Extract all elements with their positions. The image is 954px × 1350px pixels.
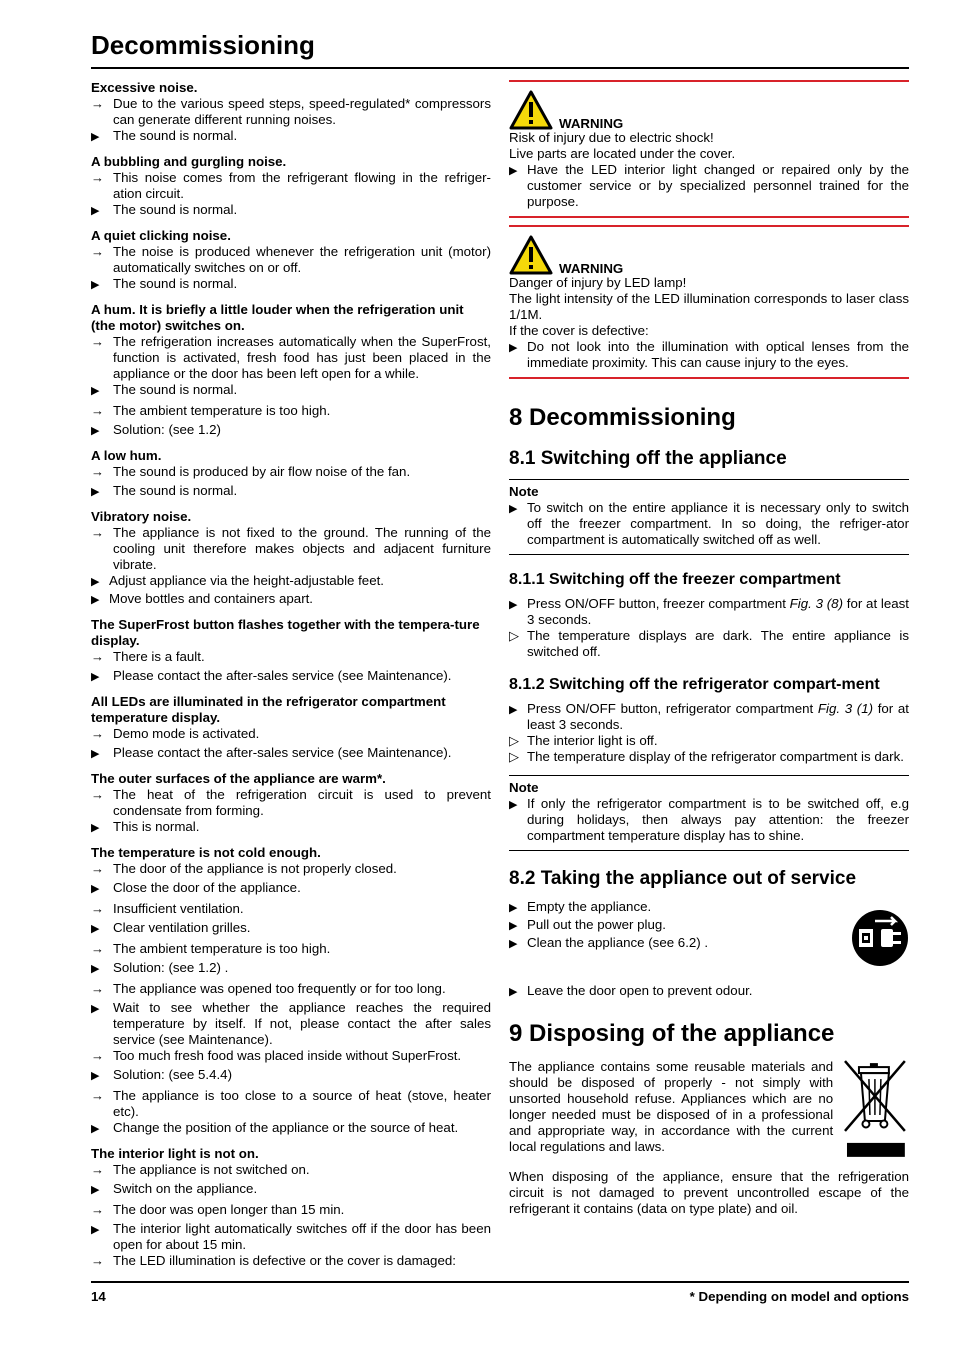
out-of-service-list (509, 899, 909, 1001)
section-8-2-heading: 8.2 Taking the appliance out of service (509, 868, 857, 889)
action-triangle-icon: ▶ (509, 902, 518, 914)
arrow-icon: → (91, 403, 104, 418)
page-number: 14 (91, 1289, 106, 1304)
action-triangle-icon: ▶ (91, 1070, 100, 1082)
warning-box-led-lamp (509, 225, 909, 379)
list-item: ▶ Switch on the appliance. (91, 1181, 491, 1199)
section-8-1-1-heading: 8.1.1 Switching off the freezer compartment (509, 571, 841, 588)
footer-note: * Depending on model and options (689, 1289, 909, 1304)
disposal-block (509, 1059, 909, 1157)
list-item: ▶ Please contact the after-sales service (see Maintenance). (91, 668, 491, 686)
heading-outer-surfaces-warm: The outer surfaces of the appliance are warm*. (91, 771, 386, 786)
list-item: ▶ The sound is normal. (91, 483, 491, 501)
list-item: ▶ The sound is normal. (91, 202, 491, 220)
weee-crossed-bin-icon (841, 1053, 909, 1157)
section-9-heading: 9 Disposing of the appliance (509, 1020, 835, 1047)
action-triangle-icon: ▶ (91, 963, 100, 975)
list-item: ▷ The temperature display of the refrigerator compartment is dark. (509, 749, 904, 764)
arrow-icon: → (91, 861, 104, 876)
note-box (509, 479, 909, 555)
list-item: ▶ Clear ventilation grilles. (91, 920, 491, 938)
note-label: Note (509, 780, 539, 795)
action-triangle-icon: ▶ (91, 205, 100, 217)
arrow-icon: → (91, 1162, 104, 1177)
note-label: Note (509, 484, 539, 499)
heading-bubbling-noise: A bubbling and gurgling noise. (91, 154, 287, 169)
warning-text: If the cover is defective: (509, 323, 649, 338)
list-item: ▶ Press ON/OFF button, freezer compartment Fig. 3 (8) for at least 3 seconds. (509, 596, 909, 627)
result-triangle-icon: ▷ (509, 749, 519, 764)
list-item: → The door of the appliance is not properly closed. (91, 861, 397, 876)
figure-reference: Fig. 3 (1) (817, 701, 874, 716)
note-box (509, 775, 909, 851)
action-triangle-icon: ▶ (91, 385, 100, 397)
list-item: ▶ The sound is normal. (91, 276, 491, 294)
list-item: → The ambient temperature is too high. (91, 941, 331, 956)
heading-hum: A hum. It is briefly a little louder when the refrigeration unit (the motor) switches on. (91, 302, 464, 333)
arrow-icon: → (91, 96, 104, 111)
list-item: ▶ Change the position of the appliance or the source of heat. (91, 1120, 491, 1138)
heading-low-hum: A low hum. (91, 448, 162, 463)
action-triangle-icon: ▶ (509, 503, 518, 515)
action-triangle-icon: ▶ (91, 1224, 100, 1236)
action-triangle-icon: ▶ (91, 594, 100, 606)
list-item: ▶ To switch on the entire appliance it is necessary only to switch off the freezer compartment. In so doing, the refriger-ator compartment is automatically switched off as well. (509, 500, 909, 547)
list-item: ▷ The interior light is off. (509, 733, 658, 748)
arrow-icon: → (91, 981, 104, 996)
action-triangle-icon: ▶ (91, 131, 100, 143)
list-item: ▶ This is normal. (91, 819, 491, 837)
warning-label: WARNING (559, 116, 624, 131)
list-item: → Due to the various speed steps, speed-regulated* compressors can generate different running noises. (91, 96, 491, 127)
arrow-icon: → (91, 649, 104, 664)
action-triangle-icon: ▶ (91, 1123, 100, 1135)
list-item: → The door was open longer than 15 min. (91, 1202, 345, 1217)
list-item: ▶ Solution: (see 1.2) . (91, 960, 491, 978)
list-item: ▶ Adjust appliance via the height-adjustable feet. (91, 573, 491, 591)
list-item: ▶ The sound is normal. (91, 128, 491, 146)
heading-vibratory-noise: Vibratory noise. (91, 509, 192, 524)
list-item: ▶ Press ON/OFF button, refrigerator compartment Fig. 3 (1) for at least 3 seconds. (509, 701, 910, 732)
section-8-1-2-heading: 8.1.2 Switching off the refrigerator compart-ment (509, 676, 880, 693)
list-item: → The heat of the refrigeration circuit is used to prevent condensate from forming. (91, 787, 491, 818)
list-item: ▶ If only the refrigerator compartment is to be switched off, e.g during holidays, then always pay attention: the freezer compartment temperature display has to shine. (509, 796, 909, 843)
heading-clicking-noise: A quiet clicking noise. (91, 228, 231, 243)
list-item: → The LED illumination is defective or the cover is damaged: (91, 1253, 456, 1268)
arrow-icon: → (91, 1088, 104, 1103)
heading-excessive-noise: Excessive noise. (91, 80, 198, 95)
action-triangle-icon: ▶ (91, 1184, 100, 1196)
heading-superfrost-flashes: The SuperFrost button flashes together with the tempera-ture display. (91, 617, 480, 648)
warning-triangle-icon (509, 235, 553, 275)
left-column (91, 80, 491, 1269)
list-item: → The ambient temperature is too high. (91, 403, 331, 418)
action-triangle-icon: ▶ (91, 923, 100, 935)
arrow-icon: → (91, 464, 104, 479)
warning-text: The light intensity of the LED illumination corresponds to laser class 1/1M. (509, 291, 909, 322)
page-title: Decommissioning (91, 30, 315, 60)
section-8-heading: 8 Decommissioning (509, 404, 736, 431)
list-item: ▶ Empty the appliance. (509, 899, 829, 917)
arrow-icon: → (91, 1253, 104, 1268)
action-triangle-icon: ▶ (509, 986, 518, 998)
unplug-power-icon (851, 909, 909, 967)
list-item: → The appliance was opened too frequently or for too long. (91, 981, 446, 996)
heading-not-cold-enough: The temperature is not cold enough. (91, 845, 321, 860)
list-item: ▶ Solution: (see 5.4.4) (91, 1067, 491, 1085)
arrow-icon: → (91, 1048, 104, 1063)
action-triangle-icon: ▶ (91, 671, 100, 683)
list-item: → Insufficient ventilation. (91, 901, 244, 916)
action-triangle-icon: ▶ (91, 279, 100, 291)
list-item: ▶ Please contact the after-sales service (see Maintenance). (91, 745, 491, 763)
action-triangle-icon: ▶ (509, 165, 518, 177)
figure-reference: Fig. 3 (8) (789, 596, 844, 611)
list-item: ▶ Close the door of the appliance. (91, 880, 491, 898)
section-8-1-heading: 8.1 Switching off the appliance (509, 448, 787, 469)
list-item: ▶ The sound is normal. (91, 382, 491, 400)
list-item: ▶ Solution: (see 1.2) (91, 422, 491, 440)
list-item: ▶ Wait to see whether the appliance reaches the required temperature by itself. If not, please contact the after sales service (see Maintenance). (91, 1000, 491, 1047)
action-triangle-icon: ▶ (91, 425, 100, 437)
arrow-icon: → (91, 941, 104, 956)
warning-box-electric-shock (509, 80, 909, 218)
page-footer (91, 1281, 909, 1304)
action-triangle-icon: ▶ (91, 486, 100, 498)
arrow-icon: → (91, 334, 104, 349)
list-item: → This noise comes from the refrigerant flowing in the refriger-ation circuit. (91, 170, 491, 201)
result-triangle-icon: ▷ (509, 733, 519, 748)
list-item: → The noise is produced whenever the refrigeration unit (motor) automatically switches on or off. (91, 244, 491, 275)
list-item: → The sound is produced by air flow noise of the fan. (91, 464, 411, 479)
list-item: → There is a fault. (91, 649, 205, 664)
arrow-icon: → (91, 901, 104, 916)
arrow-icon: → (91, 525, 104, 540)
heading-interior-light: The interior light is not on. (91, 1146, 259, 1161)
list-item: ▷ The temperature displays are dark. The entire appliance is switched off. (509, 628, 909, 659)
disposal-paragraph: The appliance contains some reusable materials and should be disposed of properly - not simply with unsorted household refuse. Appliances which are no longer needed must be disposed of in a professional and appropriate way, in accordance with the current local regulations and laws. (509, 1059, 834, 1154)
result-triangle-icon: ▷ (509, 628, 519, 643)
warning-text: Danger of injury by LED lamp! (509, 275, 687, 290)
page-header (91, 28, 909, 69)
warning-text: Live parts are located under the cover. (509, 146, 736, 161)
action-triangle-icon: ▶ (91, 883, 100, 895)
list-item: ▶ The interior light automatically switches off if the door has been open for about 15 min. (91, 1221, 491, 1252)
right-column (509, 80, 909, 1217)
arrow-icon: → (91, 787, 104, 802)
list-item: ▶ Leave the door open to prevent odour. (509, 983, 829, 1001)
action-triangle-icon: ▶ (509, 799, 518, 811)
warning-label: WARNING (559, 261, 624, 276)
list-item: ▶ Do not look into the illumination with optical lenses from the immediate proximity. This can cause injury to the eyes. (509, 339, 909, 370)
action-triangle-icon: ▶ (91, 822, 100, 834)
arrow-icon: → (91, 170, 104, 185)
list-item: ▶ Clean the appliance (see 6.2) . (509, 935, 829, 953)
footer-rule (91, 1281, 909, 1283)
list-item: ▶ Pull out the power plug. (509, 917, 829, 935)
warning-text: Risk of injury due to electric shock! (509, 130, 714, 145)
heading-all-leds: All LEDs are illuminated in the refrigerator compartment temperature display. (91, 694, 446, 725)
action-triangle-icon: ▶ (91, 748, 100, 760)
list-item: → The refrigeration increases automatically when the SuperFrost, function is activated, fresh food has just been placed in the appliance or the door has been left open for a while. (91, 334, 491, 381)
list-item: → The appliance is too close to a source of heat (stove, heater etc). (91, 1088, 491, 1119)
disposal-paragraph: When disposing of the appliance, ensure that the refrigeration circuit is not damaged to prevent uncontrolled escape of the refrigerant it contains (data on type plate) and oil. (509, 1169, 909, 1216)
action-triangle-icon: ▶ (509, 704, 518, 716)
list-item: ▶ Move bottles and containers apart. (91, 591, 491, 609)
list-item: → The appliance is not fixed to the ground. The running of the cooling unit therefore makes objects and adjacent furniture vibrate. (91, 525, 491, 572)
warning-triangle-icon (509, 90, 553, 130)
list-item: → The appliance is not switched on. (91, 1162, 310, 1177)
arrow-icon: → (91, 244, 104, 259)
list-item: → Too much fresh food was placed inside without SuperFrost. (91, 1048, 462, 1063)
list-item: ▶ Have the LED interior light changed or repaired only by the customer service or by specialized personnel trained for the purpose. (509, 162, 909, 209)
action-triangle-icon: ▶ (91, 1003, 100, 1015)
action-triangle-icon: ▶ (509, 920, 518, 932)
arrow-icon: → (91, 726, 104, 741)
action-triangle-icon: ▶ (509, 342, 518, 354)
action-triangle-icon: ▶ (509, 938, 518, 950)
header-rule (91, 67, 909, 69)
list-item: → Demo mode is activated. (91, 726, 260, 741)
action-triangle-icon: ▶ (91, 576, 100, 588)
action-triangle-icon: ▶ (509, 599, 518, 611)
arrow-icon: → (91, 1202, 104, 1217)
